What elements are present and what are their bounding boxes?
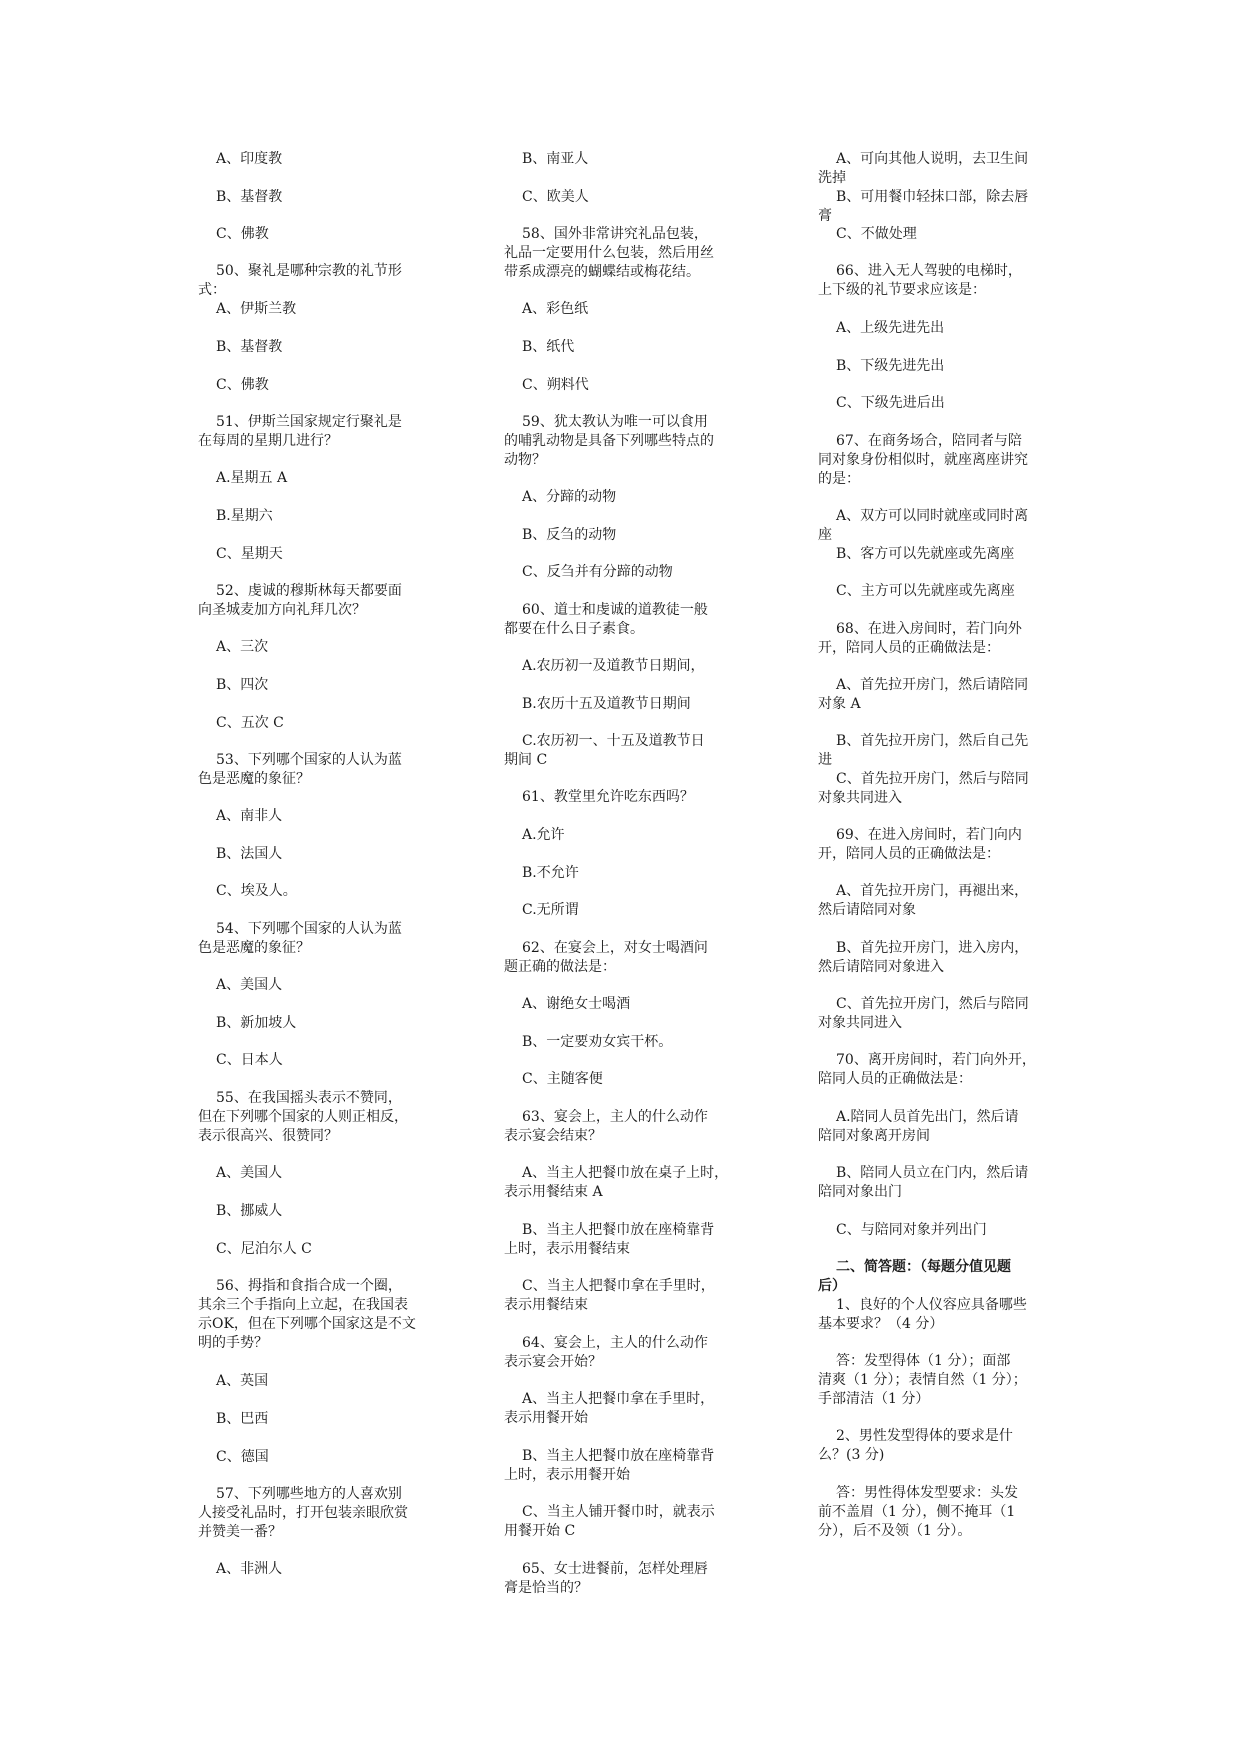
text-block: C、佛教 <box>216 377 269 393</box>
text-block: A、伊斯兰教 <box>216 301 297 317</box>
text-block: C.无所谓 <box>522 902 579 918</box>
text-block: B、首先拉开房门，进入房内， 然后请陪同对象进入 <box>818 940 1029 975</box>
text-block: C、五次 C <box>216 715 284 731</box>
text-block: B、四次 <box>216 677 269 693</box>
section-heading: 二、简答题：（每题分值见题 后） <box>818 1259 1011 1294</box>
text-block: 55、在我国摇头表示不赞同， 但在下列哪个国家的人则正相反， 表示很高兴、很赞同？ <box>198 1090 408 1144</box>
text-block: 56、拇指和食指合成一个圈， 其余三个手指向上立起，在我国表 示OK，但在下列哪个国家这是不文 明的手势？ <box>198 1278 416 1351</box>
text-block: A、分蹄的动物 <box>522 489 617 505</box>
text-block: 62、在宴会上，对女士喝酒问 题正确的做法是： <box>504 940 708 975</box>
text-block: 53、下列哪个国家的人认为蓝 色是恶魔的象征？ <box>198 752 402 787</box>
text-block: B、陪同人员立在门内，然后请 陪同对象出门 <box>818 1165 1029 1200</box>
text-block: B、首先拉开房门，然后自己先 进 <box>818 733 1029 768</box>
text-block: 54、下列哪个国家的人认为蓝 色是恶魔的象征？ <box>198 921 402 956</box>
text-block: A、双方可以同时就座或同时离 座 <box>818 508 1029 543</box>
text-block: A、英国 <box>216 1373 269 1389</box>
text-block: A、可向其他人说明，去卫生间 洗掉 <box>818 151 1029 186</box>
text-block: B、巴西 <box>216 1411 269 1427</box>
text-block: C、佛教 <box>216 226 269 242</box>
text-block: C、德国 <box>216 1449 269 1465</box>
text-block: B、反刍的动物 <box>522 527 617 543</box>
text-block: A、谢绝女士喝酒 <box>522 996 631 1012</box>
text-block: B、一定要劝女宾干杯。 <box>522 1034 673 1050</box>
text-block: B、客方可以先就座或先离座 <box>836 546 1015 562</box>
text-block: B、南亚人 <box>522 151 589 167</box>
text-block: C、欧美人 <box>522 189 589 205</box>
text-block: A.农历初一及道教节日期间， <box>522 658 705 674</box>
text-block: C、不做处理 <box>836 226 917 242</box>
text-block: C、首先拉开房门，然后与陪同 对象共同进入 <box>818 996 1029 1031</box>
text-block: 61、教堂里允许吃东西吗？ <box>522 789 694 805</box>
text-block: C、朔料代 <box>522 377 589 393</box>
text-block: B、当主人把餐巾放在座椅靠背 上时，表示用餐结束 <box>504 1222 715 1257</box>
text-block: B.不允许 <box>522 865 579 881</box>
text-block: C.农历初一、十五及道教节日 期间 C <box>504 733 705 768</box>
text-block: A、非洲人 <box>216 1561 283 1577</box>
text-block: C、日本人 <box>216 1052 283 1068</box>
text-block: C、埃及人。 <box>216 883 297 899</box>
text-block: C、星期天 <box>216 546 283 562</box>
text-block: 2、男性发型得体的要求是什 么？(3 分) <box>818 1428 1013 1463</box>
text-block: A、印度教 <box>216 151 283 167</box>
text-block: 64、宴会上，主人的什么动作 表示宴会开始？ <box>504 1335 708 1370</box>
text-block: B.农历十五及道教节日期间 <box>522 696 691 712</box>
text-block: 60、道士和虔诚的道教徒一般 都要在什么日子素食。 <box>504 602 708 637</box>
text-block: 59、犹太教认为唯一可以食用 的哺乳动物是具备下列哪些特点的 动物？ <box>504 414 714 468</box>
text-block: 68、在进入房间时，若门向外 开，陪同人员的正确做法是： <box>818 621 1022 656</box>
text-block: 答：发型得体（1 分）；面部 清爽（1 分）；表情自然（1 分）； 手部清洁（1 分） <box>818 1353 1027 1407</box>
text-block: A、首先拉开房门，然后请陪同 对象 A <box>818 677 1029 712</box>
text-block: A、上级先进先出 <box>836 320 945 336</box>
text-block: A、三次 <box>216 639 269 655</box>
text-block: B、新加坡人 <box>216 1015 297 1031</box>
text-block: C、下级先进后出 <box>836 395 945 411</box>
text-block: A、首先拉开房门，再褪出来， 然后请陪同对象 <box>818 883 1029 918</box>
text-block: C、首先拉开房门，然后与陪同 对象共同进入 <box>818 771 1029 806</box>
text-block: B、法国人 <box>216 846 283 862</box>
text-block: A、南非人 <box>216 808 283 824</box>
text-block: A、当主人把餐巾放在桌子上时， 表示用餐结束 A <box>504 1165 729 1200</box>
text-block: A、美国人 <box>216 1165 283 1181</box>
text-block: C、当主人铺开餐巾时，就表示 用餐开始 C <box>504 1504 715 1539</box>
text-block: 70、离开房间时，若门向外开， 陪同人员的正确做法是： <box>818 1052 1036 1087</box>
text-block: C、主随客便 <box>522 1071 603 1087</box>
text-block: C、主方可以先就座或先离座 <box>836 583 1015 599</box>
text-block: A.允许 <box>522 827 565 843</box>
text-block: 答：男性得体发型要求：头发 前不盖眉（1 分），侧不掩耳（1 分），后不及领（1 分）。 <box>818 1485 1018 1539</box>
text-block: B、下级先进先出 <box>836 358 945 374</box>
text-block: B、基督教 <box>216 189 283 205</box>
text-block: A、美国人 <box>216 977 283 993</box>
text-block: C、反刍并有分蹄的动物 <box>522 564 673 580</box>
text-block: B、基督教 <box>216 339 283 355</box>
text-block: B、挪威人 <box>216 1203 283 1219</box>
text-block: C、与陪同对象并列出门 <box>836 1222 987 1238</box>
text-block: 67、在商务场合，陪同者与陪 同对象身份相似时，就座离座讲究 的是： <box>818 433 1028 487</box>
text-block: 66、进入无人驾驶的电梯时， 上下级的礼节要求应该是： <box>818 263 1022 298</box>
text-block: B、可用餐巾轻抹口部，除去唇 膏 <box>818 189 1029 224</box>
text-block: B.星期六 <box>216 508 273 524</box>
text-block: 52、虔诚的穆斯林每天都要面 向圣城麦加方向礼拜几次？ <box>198 583 402 618</box>
text-block: A.陪同人员首先出门，然后请 陪同对象离开房间 <box>818 1109 1019 1144</box>
text-block: 50、聚礼是哪种宗教的礼节形 式： <box>198 263 402 298</box>
text-block: B、纸代 <box>522 339 575 355</box>
text-block: 57、下列哪些地方的人喜欢别 人接受礼品时，打开包装亲眼欣赏 并赞美一番？ <box>198 1486 408 1540</box>
text-block: C、当主人把餐巾拿在手里时， 表示用餐结束 <box>504 1278 715 1313</box>
text-block: A.星期五 A <box>216 470 288 486</box>
text-block: A、彩色纸 <box>522 301 589 317</box>
text-block: 58、国外非常讲究礼品包装， 礼品一定要用什么包装，然后用丝 带系成漂亮的蝴蝶结或梅花结。 <box>504 226 714 280</box>
text-block: A、当主人把餐巾拿在手里时， 表示用餐开始 <box>504 1391 715 1426</box>
text-block: C、尼泊尔人 C <box>216 1241 312 1257</box>
text-block: 65、女士进餐前，怎样处理唇 膏是恰当的？ <box>504 1561 708 1596</box>
text-block: 63、宴会上，主人的什么动作 表示宴会结束？ <box>504 1109 708 1144</box>
text-block: B、当主人把餐巾放在座椅靠背 上时，表示用餐开始 <box>504 1448 715 1483</box>
text-block: 1、良好的个人仪容应具备哪些 基本要求？（4 分） <box>818 1297 1027 1332</box>
text-block: 69、在进入房间时，若门向内 开，陪同人员的正确做法是： <box>818 827 1022 862</box>
text-block: 51、伊斯兰国家规定行聚礼是 在每周的星期几进行？ <box>198 414 402 449</box>
